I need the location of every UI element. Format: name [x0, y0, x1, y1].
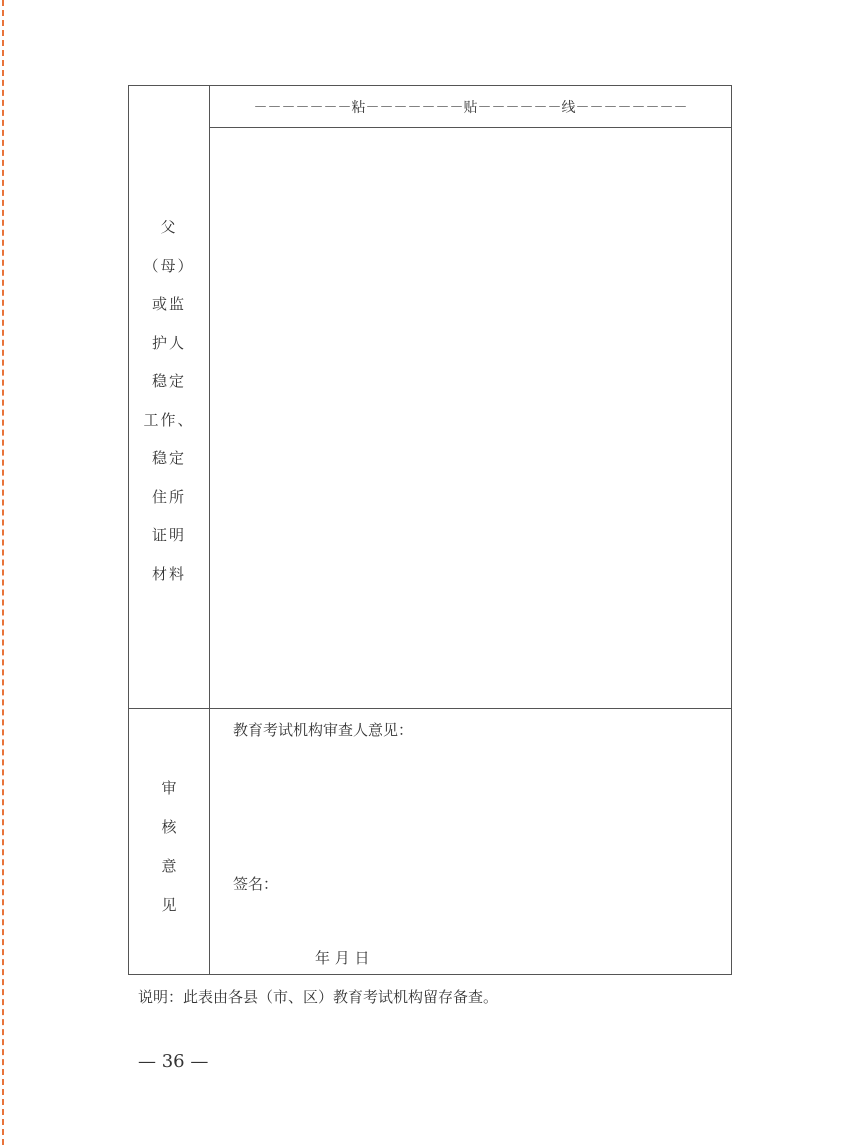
signature-label: 签名：	[233, 875, 279, 893]
binding-dashed-line	[2, 0, 4, 1145]
section-divider	[129, 708, 731, 709]
review-opinion-label	[129, 769, 209, 925]
review-label-line: 审	[161, 779, 177, 797]
reviewer-opinion-label: 教育考试机构审查人意见：	[233, 721, 414, 739]
proof-label-line: 稳定	[151, 372, 186, 390]
review-label-line: 意	[161, 857, 177, 875]
date-label: 年 月 日	[315, 949, 370, 967]
proof-label-line: 稳定	[151, 449, 186, 467]
proof-label-line: 护人	[151, 333, 186, 352]
proof-label-line: 材料	[151, 564, 186, 583]
paste-line-text: －－－－－－－粘－－－－－－－贴－－－－－－线－－－－－－－－	[253, 99, 688, 116]
proof-label-line: 父	[160, 218, 178, 236]
review-label-line: 见	[161, 896, 177, 914]
page-number: — 36 —	[138, 1051, 209, 1072]
proof-label-line: 工作、	[143, 410, 195, 429]
proof-materials-label	[129, 208, 209, 593]
column-divider	[209, 86, 210, 974]
proof-label-line: 证明	[151, 526, 186, 544]
proof-label-line: 住所	[151, 487, 186, 506]
proof-form-table	[128, 85, 732, 975]
review-label-line: 核	[161, 818, 177, 836]
proof-label-line: 或监	[151, 295, 186, 313]
paste-row-divider	[209, 127, 731, 128]
proof-label-line: （母）	[143, 256, 195, 275]
footnote: 说明：此表由各县（市、区）教育考试机构留存备查。	[138, 988, 499, 1006]
